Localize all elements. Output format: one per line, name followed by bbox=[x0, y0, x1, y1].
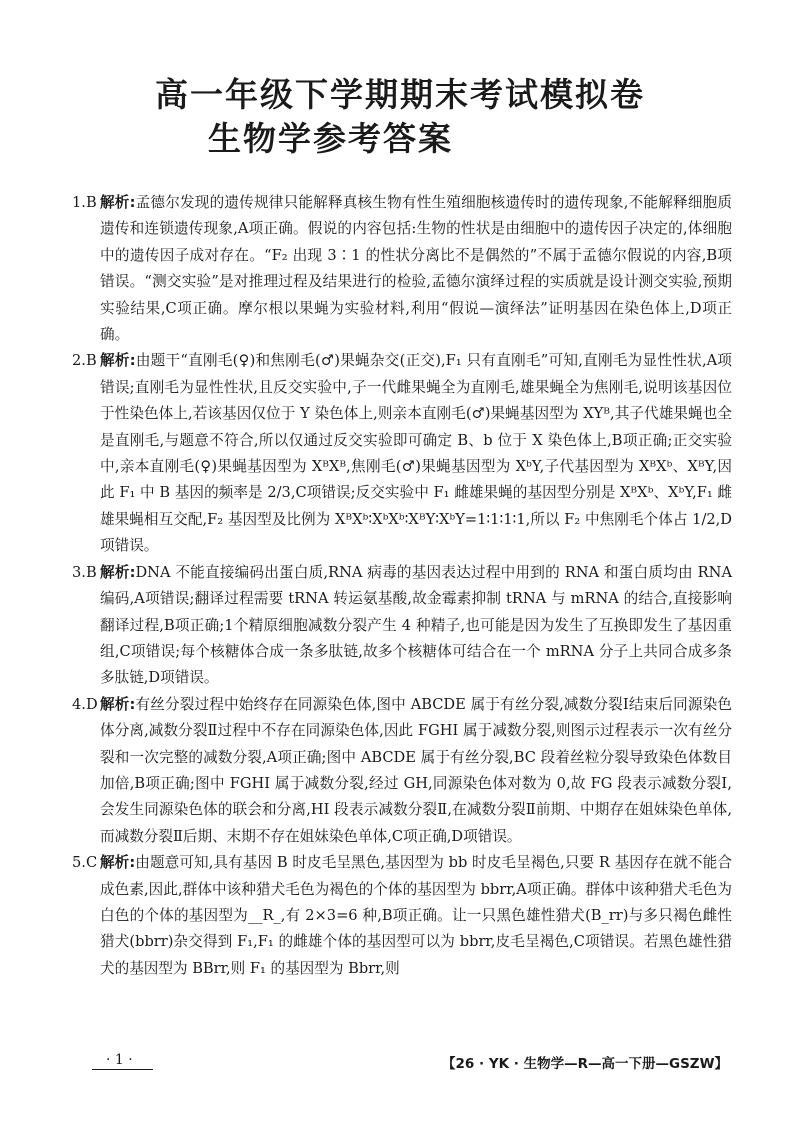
analysis-label: 解析: bbox=[100, 352, 136, 370]
analysis-label: 解析: bbox=[100, 563, 136, 581]
answer-item-4 bbox=[72, 692, 732, 850]
document-code: 【26 · YK · 生物学—R—高一下册—GSZW】 bbox=[442, 1056, 728, 1072]
analysis-text: DNA 不能直接编码出蛋白质,RNA 病毒的基因表达过程中用到的 RNA 和蛋白质均由 RNA 编码,A项错误;翻译过程需要 tRNA 转运氨基酸,故金霉素抑制 tRNA 与 mRNA 的结合,直接影响翻译过程,B项正确;1个精原细胞减数分裂产生 4 种精子,也可能是因为发生了互换即发生了基因重组,C项错误;每个核糖体合成一条多肽链,故多个核糖体可结合在一个 mRNA 分子上共同合成多条多肽链,D项错误。 bbox=[100, 563, 732, 687]
answer-number: 5.C bbox=[72, 854, 98, 872]
page-title: 高一年级下学期期末考试模拟卷 bbox=[155, 75, 645, 114]
analysis-label: 解析: bbox=[100, 695, 136, 713]
answer-number: 2.B bbox=[72, 352, 97, 370]
analysis-label: 解析: bbox=[100, 194, 136, 211]
analysis-label: 解析: bbox=[100, 854, 136, 872]
answer-item-1 bbox=[72, 190, 732, 348]
page-subtitle: 生物学参考答案 bbox=[208, 119, 453, 158]
analysis-text: 由题意可知,具有基因 B 时皮毛呈黑色,基因型为 bb 时皮毛呈褐色,只要 R 基因存在就不能合成色素,因此,群体中该种猎犬毛色为褐色的个体的基因型为 bbrr,A项正确。群体中该种猎犬毛色为白色的个体的基因型为__R_,有 2×3=6 种,B项正确。让一只黑色雄性猎犬(B_rr)与多只褐色雌性猎犬(bbrr)杂交得到 F₁,F₁ 的雌雄个体的基因型可以为 bbrr,皮毛呈褐色,C项错误。若黑色雄性猎犬的基因型为 BBrr,则 F₁ 的基因型为 Bbrr,则 bbox=[100, 854, 732, 977]
page-number: · 1 · bbox=[92, 1052, 153, 1070]
answer-number: 3.B bbox=[72, 563, 97, 581]
answer-item-2 bbox=[72, 348, 732, 559]
answer-list bbox=[72, 190, 732, 982]
answer-number: 4.D bbox=[72, 695, 98, 713]
analysis-text: 由题干“直刚毛(♀)和焦刚毛(♂)果蝇杂交(正交),F₁ 只有直刚毛”可知,直刚毛为显性性状,A项错误;直刚毛为显性性状,且反交实验中,子一代雌果蝇全为直刚毛,雄果蝇全为焦刚毛,说明该基因位于性染色体上,若该基因仅位于 Y 染色体上,则亲本直刚毛(♂)果蝇基因型为 XYᴮ,其子代雄果蝇也全是直刚毛,与题意不符合,所以仅通过反交实验即可确定 B、b 位于 X 染色体上,B项正确;正交实验中,亲本直刚毛(♀)果蝇基因型为 XᴮXᴮ,焦刚毛(♂)果蝇基因型为 XᵇY,子代基因型为 XᴮXᵇ、XᴮY,因此 F₁ 中 B 基因的频率是 2/3,C项错误;反交实验中 F₁ 雌雄果蝇的基因型分别是 XᴮXᵇ、XᵇY,F₁ 雌雄果蝇相互交配,F₂ 基因型及比例为 XᴮXᵇ∶XᵇXᵇ∶XᴮY∶XᵇY=1∶1∶1∶1,所以 F₂ 中焦刚毛个体占 1/2,D项错误。 bbox=[100, 352, 732, 555]
answer-item-5 bbox=[72, 850, 732, 982]
answer-item-3 bbox=[72, 560, 732, 692]
analysis-text: 孟德尔发现的遗传规律只能解释真核生物有性生殖细胞核遗传时的遗传现象,不能解释细胞质遗传和连锁遗传现象,A项正确。假说的内容包括:生物的性状是由细胞中的遗传因子决定的,体细胞中的遗传因子成对存在。“F₂ 出现 3∶1 的性状分离比不是偶然的”不属于孟德尔假说的内容,B项错误。“测交实验”是对推理过程及结果进行的检验,孟德尔演绎过程的实质就是设计测交实验,预期实验结果,C项正确。摩尔根以果蝇为实验材料,利用“假说—演绎法”证明基因在染色体上,D项正确。 bbox=[100, 194, 732, 344]
analysis-text: 有丝分裂过程中始终存在同源染色体,图中 ABCDE 属于有丝分裂,减数分裂Ⅰ结束后同源染色体分离,减数分裂Ⅱ过程中不存在同源染色体,因此 FGHI 属于减数分裂,则图示过程表示一次有丝分裂和一次完整的减数分裂,A项正确;图中 ABCDE 属于有丝分裂,BC 段着丝粒分裂导致染色体数目加倍,B项正确;图中 FGHI 属于减数分裂,经过 GH,同源染色体对数为 0,故 FG 段表示减数分裂Ⅰ,会发生同源染色体的联会和分离,HI 段表示减数分裂Ⅱ,在减数分裂Ⅱ前期、中期存在姐妹染色单体,而减数分裂Ⅱ后期、末期不存在姐妹染色单体,C项正确,D项错误。 bbox=[100, 695, 732, 845]
answer-number: 1.B bbox=[72, 194, 97, 211]
